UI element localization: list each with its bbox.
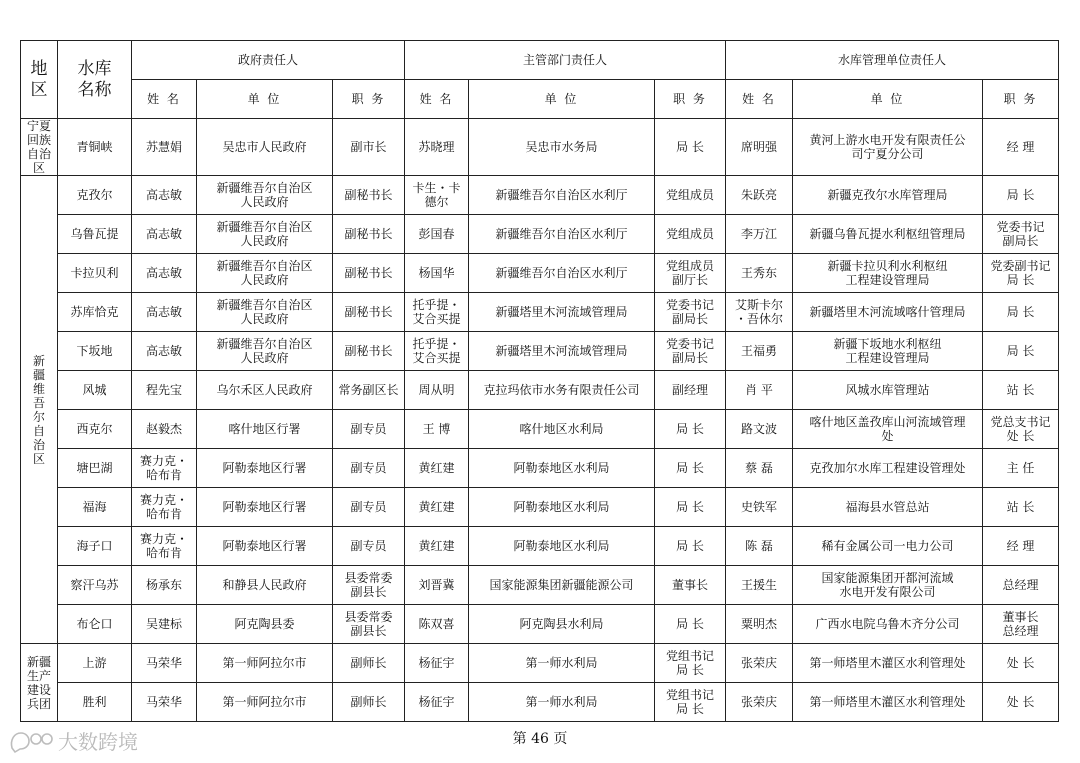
- header-dept-org: 单 位: [469, 80, 655, 119]
- dept-org: 新疆维吾尔自治区水利厅: [469, 254, 655, 293]
- reservoir-name: 胜利: [58, 683, 132, 722]
- dept-org: 喀什地区水利局: [469, 410, 655, 449]
- unit-person-name: 张荣庆: [726, 683, 793, 722]
- reservoir-name: 布仑口: [58, 605, 132, 644]
- dept-org: 阿勒泰地区水利局: [469, 449, 655, 488]
- dept-org: 阿勒泰地区水利局: [469, 527, 655, 566]
- gov-post: 县委常委 副县长: [333, 605, 405, 644]
- table-row: [21, 683, 1059, 722]
- dept-post: 副经理: [655, 371, 726, 410]
- header-gov-post: 职 务: [333, 80, 405, 119]
- dept-person-name: 杨国华: [405, 254, 469, 293]
- gov-post: 副专员: [333, 488, 405, 527]
- reservoir-name: 下坂地: [58, 332, 132, 371]
- dept-post: 局 长: [655, 449, 726, 488]
- header-gov: 政府责任人: [132, 41, 405, 80]
- unit-post: 党委书记 副局长: [983, 215, 1059, 254]
- dept-person-name: 王 博: [405, 410, 469, 449]
- header-reservoir: 水库 名称: [58, 41, 132, 119]
- header-dept-name: 姓 名: [405, 80, 469, 119]
- gov-post: 副师长: [333, 683, 405, 722]
- header-dept-post: 职 务: [655, 80, 726, 119]
- table-row: [21, 332, 1059, 371]
- reservoir-name: 克孜尔: [58, 176, 132, 215]
- unit-org: 稀有金属公司一电力公司: [793, 527, 983, 566]
- gov-person-name: 赛力克・ 哈布肯: [132, 449, 197, 488]
- gov-person-name: 赵毅杰: [132, 410, 197, 449]
- reservoir-name: 上游: [58, 644, 132, 683]
- table-row: [21, 293, 1059, 332]
- unit-person-name: 路文波: [726, 410, 793, 449]
- unit-person-name: 李万江: [726, 215, 793, 254]
- reservoir-name: 塘巴湖: [58, 449, 132, 488]
- gov-post: 副秘书长: [333, 215, 405, 254]
- header-unit-org: 单 位: [793, 80, 983, 119]
- dept-org: 第一师水利局: [469, 644, 655, 683]
- dept-org: 吴忠市水务局: [469, 119, 655, 176]
- gov-person-name: 吴建标: [132, 605, 197, 644]
- table-row: [21, 449, 1059, 488]
- header-unit-name: 姓 名: [726, 80, 793, 119]
- dept-person-name: 托乎提・ 艾合买提: [405, 293, 469, 332]
- gov-person-name: 马荣华: [132, 644, 197, 683]
- unit-post: 主 任: [983, 449, 1059, 488]
- table-row: [21, 566, 1059, 605]
- dept-person-name: 黄红建: [405, 488, 469, 527]
- dept-person-name: 彭国春: [405, 215, 469, 254]
- gov-person-name: 程先宝: [132, 371, 197, 410]
- gov-post: 县委常委 副县长: [333, 566, 405, 605]
- unit-org: 新疆塔里木河流域喀什管理局: [793, 293, 983, 332]
- unit-org: 新疆下坂地水利枢纽 工程建设管理局: [793, 332, 983, 371]
- dept-org: 新疆塔里木河流域管理局: [469, 332, 655, 371]
- unit-post: 站 长: [983, 488, 1059, 527]
- reservoir-name: 福海: [58, 488, 132, 527]
- dept-person-name: 刘晋冀: [405, 566, 469, 605]
- gov-org: 阿勒泰地区行署: [197, 449, 333, 488]
- gov-person-name: 高志敏: [132, 254, 197, 293]
- gov-post: 副专员: [333, 410, 405, 449]
- table-row: [21, 410, 1059, 449]
- dept-post: 党组成员: [655, 215, 726, 254]
- dept-post: 局 长: [655, 119, 726, 176]
- gov-post: 副秘书长: [333, 254, 405, 293]
- unit-org: 新疆卡拉贝利水利枢纽 工程建设管理局: [793, 254, 983, 293]
- dept-post: 局 长: [655, 605, 726, 644]
- gov-org: 阿勒泰地区行署: [197, 488, 333, 527]
- gov-org: 新疆维吾尔自治区 人民政府: [197, 254, 333, 293]
- dept-person-name: 陈双喜: [405, 605, 469, 644]
- dept-org: 新疆维吾尔自治区水利厅: [469, 215, 655, 254]
- unit-org: 克孜加尔水库工程建设管理处: [793, 449, 983, 488]
- unit-org: 新疆克孜尔水库管理局: [793, 176, 983, 215]
- header-gov-name: 姓 名: [132, 80, 197, 119]
- dept-person-name: 苏晓理: [405, 119, 469, 176]
- dept-person-name: 黄红建: [405, 449, 469, 488]
- gov-org: 乌尔禾区人民政府: [197, 371, 333, 410]
- dept-org: 新疆维吾尔自治区水利厅: [469, 176, 655, 215]
- dept-post: 党组成员 副厅长: [655, 254, 726, 293]
- unit-post: 党委副书记 局 长: [983, 254, 1059, 293]
- unit-person-name: 王援生: [726, 566, 793, 605]
- unit-person-name: 张荣庆: [726, 644, 793, 683]
- unit-person-name: 席明强: [726, 119, 793, 176]
- gov-org: 喀什地区行署: [197, 410, 333, 449]
- gov-org: 吴忠市人民政府: [197, 119, 333, 176]
- gov-org: 和静县人民政府: [197, 566, 333, 605]
- gov-post: 副师长: [333, 644, 405, 683]
- reservoir-name: 西克尔: [58, 410, 132, 449]
- header-dept: 主管部门责任人: [405, 41, 726, 80]
- gov-person-name: 赛力克・ 哈布肯: [132, 527, 197, 566]
- unit-person-name: 朱跃亮: [726, 176, 793, 215]
- gov-org: 新疆维吾尔自治区 人民政府: [197, 332, 333, 371]
- unit-org: 喀什地区盖孜库山河流域管理 处: [793, 410, 983, 449]
- region-bingtuan: 新疆 生产 建设 兵团: [21, 644, 58, 722]
- dept-post: 党组书记 局 长: [655, 644, 726, 683]
- unit-post: 处 长: [983, 683, 1059, 722]
- gov-post: 副秘书长: [333, 176, 405, 215]
- header-gov-org: 单 位: [197, 80, 333, 119]
- responsibility-table: [20, 40, 1059, 722]
- dept-post: 局 长: [655, 410, 726, 449]
- dept-person-name: 托乎提・ 艾合买提: [405, 332, 469, 371]
- dept-post: 党组书记 局 长: [655, 683, 726, 722]
- gov-person-name: 苏慧娟: [132, 119, 197, 176]
- dept-post: 局 长: [655, 488, 726, 527]
- unit-org: 第一师塔里木灌区水利管理处: [793, 644, 983, 683]
- dept-org: 阿勒泰地区水利局: [469, 488, 655, 527]
- gov-post: 副秘书长: [333, 332, 405, 371]
- gov-person-name: 高志敏: [132, 176, 197, 215]
- dept-person-name: 卡生・卡 德尔: [405, 176, 469, 215]
- table-row: [21, 644, 1059, 683]
- watermark-text: 大数跨境: [58, 730, 138, 754]
- table-row: [21, 488, 1059, 527]
- table-row: [21, 176, 1059, 215]
- header-unit: 水库管理单位责任人: [726, 41, 1059, 80]
- table-row: [21, 254, 1059, 293]
- dept-post: 董事长: [655, 566, 726, 605]
- unit-person-name: 王福勇: [726, 332, 793, 371]
- watermark: [8, 726, 138, 755]
- dept-post: 党委书记 副局长: [655, 293, 726, 332]
- gov-person-name: 高志敏: [132, 293, 197, 332]
- unit-person-name: 艾斯卡尔 ・吾休尔: [726, 293, 793, 332]
- dept-post: 党组成员: [655, 176, 726, 215]
- unit-org: 广西水电院乌鲁木齐分公司: [793, 605, 983, 644]
- unit-person-name: 粟明杰: [726, 605, 793, 644]
- unit-post: 党总支书记 处 长: [983, 410, 1059, 449]
- unit-post: 董事长 总经理: [983, 605, 1059, 644]
- bubble-logo-icon: [8, 728, 54, 754]
- dept-person-name: 黄红建: [405, 527, 469, 566]
- unit-post: 处 长: [983, 644, 1059, 683]
- page-number: 第 46 页: [512, 731, 568, 747]
- region-xinjiang: 新 疆 维 吾 尔 自 治 区: [21, 176, 58, 644]
- gov-org: 第一师阿拉尔市: [197, 683, 333, 722]
- unit-org: 黄河上游水电开发有限责任公 司宁夏分公司: [793, 119, 983, 176]
- table-row: [21, 527, 1059, 566]
- unit-post: 站 长: [983, 371, 1059, 410]
- unit-post: 经 理: [983, 119, 1059, 176]
- dept-org: 第一师水利局: [469, 683, 655, 722]
- unit-org: 新疆乌鲁瓦提水利枢纽管理局: [793, 215, 983, 254]
- reservoir-name: 苏库恰克: [58, 293, 132, 332]
- unit-org: 第一师塔里木灌区水利管理处: [793, 683, 983, 722]
- gov-org: 第一师阿拉尔市: [197, 644, 333, 683]
- unit-post: 局 长: [983, 293, 1059, 332]
- reservoir-name: 卡拉贝利: [58, 254, 132, 293]
- dept-person-name: 周从明: [405, 371, 469, 410]
- gov-post: 副秘书长: [333, 293, 405, 332]
- dept-person-name: 杨征宇: [405, 644, 469, 683]
- gov-person-name: 马荣华: [132, 683, 197, 722]
- gov-post: 副专员: [333, 449, 405, 488]
- dept-org: 克拉玛依市水务有限责任公司: [469, 371, 655, 410]
- unit-person-name: 史铁军: [726, 488, 793, 527]
- reservoir-name: 乌鲁瓦提: [58, 215, 132, 254]
- table-row: [21, 119, 1059, 176]
- gov-person-name: 赛力克・ 哈布肯: [132, 488, 197, 527]
- gov-org: 阿勒泰地区行署: [197, 527, 333, 566]
- unit-person-name: 肖 平: [726, 371, 793, 410]
- region-ningxia: 宁夏回族 自治区: [21, 119, 58, 176]
- table-row: [21, 605, 1059, 644]
- gov-person-name: 高志敏: [132, 215, 197, 254]
- gov-org: 新疆维吾尔自治区 人民政府: [197, 215, 333, 254]
- unit-post: 局 长: [983, 176, 1059, 215]
- unit-org: 福海县水管总站: [793, 488, 983, 527]
- gov-post: 常务副区长: [333, 371, 405, 410]
- header-unit-post: 职 务: [983, 80, 1059, 119]
- header-region: 地 区: [21, 41, 58, 119]
- unit-post: 总经理: [983, 566, 1059, 605]
- unit-person-name: 王秀东: [726, 254, 793, 293]
- unit-post: 局 长: [983, 332, 1059, 371]
- gov-post: 副市长: [333, 119, 405, 176]
- reservoir-name: 海子口: [58, 527, 132, 566]
- gov-post: 副专员: [333, 527, 405, 566]
- dept-org: 阿克陶县水利局: [469, 605, 655, 644]
- dept-post: 党委书记 副局长: [655, 332, 726, 371]
- gov-org: 新疆维吾尔自治区 人民政府: [197, 293, 333, 332]
- gov-org: 阿克陶县委: [197, 605, 333, 644]
- gov-person-name: 杨承东: [132, 566, 197, 605]
- dept-post: 局 长: [655, 527, 726, 566]
- unit-post: 经 理: [983, 527, 1059, 566]
- unit-org: 风城水库管理站: [793, 371, 983, 410]
- gov-person-name: 高志敏: [132, 332, 197, 371]
- dept-org: 国家能源集团新疆能源公司: [469, 566, 655, 605]
- unit-person-name: 陈 磊: [726, 527, 793, 566]
- reservoir-name: 青铜峡: [58, 119, 132, 176]
- reservoir-name: 察汗乌苏: [58, 566, 132, 605]
- table-row: [21, 215, 1059, 254]
- dept-person-name: 杨征宇: [405, 683, 469, 722]
- unit-org: 国家能源集团开都河流域 水电开发有限公司: [793, 566, 983, 605]
- gov-org: 新疆维吾尔自治区 人民政府: [197, 176, 333, 215]
- dept-org: 新疆塔里木河流域管理局: [469, 293, 655, 332]
- unit-person-name: 蔡 磊: [726, 449, 793, 488]
- reservoir-name: 风城: [58, 371, 132, 410]
- table-row: [21, 371, 1059, 410]
